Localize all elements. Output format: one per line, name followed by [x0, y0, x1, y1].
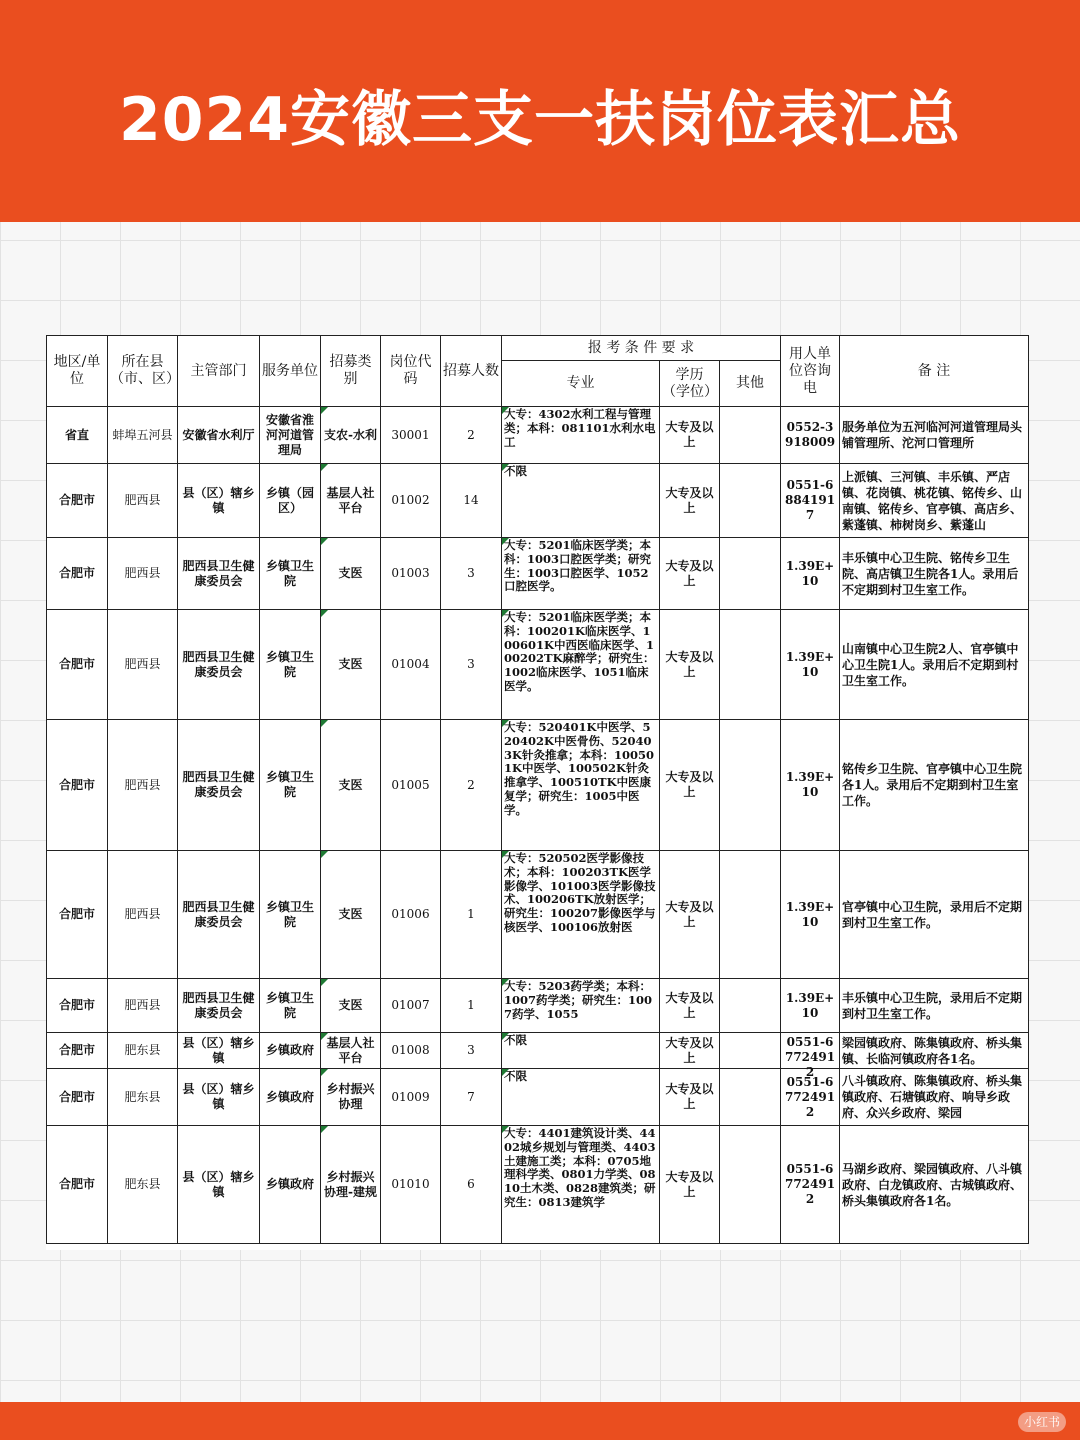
cell-education — [660, 1126, 720, 1244]
cell-post-code — [381, 610, 441, 720]
title-banner — [0, 0, 1080, 222]
cell-post-code-text: 01005 — [391, 777, 430, 792]
cell-count — [441, 851, 502, 979]
cell-count-text: 14 — [463, 493, 479, 507]
cell-other — [720, 1069, 781, 1126]
cell-major — [502, 538, 660, 610]
cell-count-text: 3 — [467, 1043, 475, 1057]
cell-major — [502, 720, 660, 851]
cell-department-text: 县（区）辖乡镇 — [182, 1169, 255, 1199]
cell-education-text: 大专及以上 — [665, 558, 714, 588]
cell-county — [108, 538, 178, 610]
cell-phone-text: 1.39E+10 — [785, 649, 835, 679]
cell-other — [720, 851, 781, 979]
cell-phone-text: 0551-67724912 — [784, 1074, 836, 1119]
header-other: 其他 — [720, 361, 781, 407]
cell-count-text: 3 — [467, 657, 475, 671]
cell-department — [178, 1069, 260, 1126]
cell-department-text: 安徽省水利厅 — [182, 427, 255, 442]
header-phone: 用人单位咨询电 — [781, 336, 840, 407]
cell-category-text: 基层人社平台 — [326, 1035, 375, 1065]
cell-phone-text: 0552-3918009 — [784, 420, 836, 449]
cell-remark — [840, 1069, 1029, 1126]
cell-department-text: 肥西县卫生健康委员会 — [182, 899, 255, 929]
cell-department-text: 县（区）辖乡镇 — [182, 485, 255, 515]
cell-education — [660, 720, 720, 851]
cell-phone — [781, 979, 840, 1033]
cell-other — [720, 464, 781, 538]
table-row — [47, 407, 1029, 464]
cell-department-text: 肥西县卫生健康委员会 — [182, 990, 255, 1020]
cell-category-text: 乡村振兴协理-建规 — [324, 1169, 377, 1199]
cell-major-text: 不限 — [504, 1069, 527, 1083]
cell-region — [47, 1069, 108, 1126]
cell-county — [108, 851, 178, 979]
cell-major — [502, 1033, 660, 1069]
cell-category-text: 支医 — [338, 907, 363, 921]
cell-category — [321, 851, 381, 979]
cell-category — [321, 407, 381, 464]
cell-county — [108, 979, 178, 1033]
cell-county — [108, 464, 178, 538]
cell-post-code — [381, 851, 441, 979]
cell-department — [178, 1126, 260, 1244]
cell-region-text: 合肥市 — [58, 1177, 95, 1191]
job-table-sheet — [46, 335, 1028, 1250]
cell-count-text: 1 — [467, 998, 475, 1012]
cell-remark-text: 丰乐镇中心卫生院，录用后不定期到村卫生室工作。 — [842, 990, 1023, 1021]
cell-phone — [781, 720, 840, 851]
cell-count — [441, 538, 502, 610]
cell-remark-text: 马湖乡政府、梁园镇政府、八斗镇政府、白龙镇政府、古城镇政府、桥头集镇政府各1名。 — [842, 1161, 1023, 1208]
cell-post-code-text: 01009 — [391, 1089, 430, 1104]
cell-service-unit — [260, 851, 321, 979]
cell-education — [660, 464, 720, 538]
cell-phone — [781, 538, 840, 610]
table-row — [47, 979, 1029, 1033]
cell-other — [720, 610, 781, 720]
cell-category-text: 支医 — [338, 566, 363, 580]
cell-region-text: 合肥市 — [58, 777, 95, 792]
cell-service-unit-text: 乡镇卫生院 — [265, 649, 314, 679]
cell-county-text: 肥西县 — [124, 907, 161, 921]
cell-remark-text: 服务单位为五河临河河道管理局头铺管理所、沱河口管理所 — [842, 420, 1023, 450]
cell-department-text: 肥西县卫生健康委员会 — [182, 649, 255, 679]
cell-major-text: 大专：4302水利工程与管理类；本科：081101水利水电工 — [504, 407, 656, 449]
cell-education — [660, 851, 720, 979]
cell-region-text: 合肥市 — [58, 1089, 95, 1104]
cell-category — [321, 720, 381, 851]
cell-post-code-text: 01010 — [391, 1177, 430, 1191]
cell-major-text: 不限 — [504, 464, 527, 478]
cell-other — [720, 979, 781, 1033]
header-county: 所在县（市、区） — [108, 336, 178, 407]
cell-county — [108, 1126, 178, 1244]
cell-remark — [840, 851, 1029, 979]
cell-region — [47, 851, 108, 979]
table-row — [47, 610, 1029, 720]
cell-education-text: 大专及以上 — [665, 899, 714, 929]
cell-education-text: 大专及以上 — [665, 1082, 714, 1111]
cell-education-text: 大专及以上 — [665, 990, 714, 1020]
cell-major — [502, 1069, 660, 1126]
cell-remark-text: 官亭镇中心卫生院，录用后不定期到村卫生室工作。 — [842, 899, 1023, 930]
cell-service-unit-text: 乡镇（园区） — [265, 485, 314, 515]
cell-department — [178, 407, 260, 464]
cell-major-text: 大专：520502医学影像技术；本科：100203TK医学影像学、101003医学影像技术、100206TK放射医学；研究生：100207影像医学与核医学、100106放射医 — [504, 851, 656, 934]
cell-county — [108, 720, 178, 851]
cell-remark — [840, 979, 1029, 1033]
cell-other — [720, 538, 781, 610]
cell-major — [502, 610, 660, 720]
cell-count — [441, 610, 502, 720]
cell-region — [47, 407, 108, 464]
cell-category-text: 支医 — [338, 777, 363, 792]
cell-category — [321, 464, 381, 538]
cell-post-code-text: 01006 — [391, 907, 430, 921]
cell-remark — [840, 1033, 1029, 1069]
cell-service-unit-text: 乡镇卫生院 — [265, 770, 314, 799]
cell-category — [321, 538, 381, 610]
cell-category-text: 支医 — [338, 657, 363, 671]
cell-major — [502, 407, 660, 464]
cell-education-text: 大专及以上 — [665, 420, 714, 449]
cell-count-text: 2 — [467, 427, 475, 442]
cell-post-code-text: 01003 — [391, 566, 430, 580]
cell-department — [178, 1033, 260, 1069]
table-row — [47, 1126, 1029, 1244]
cell-phone-text: 1.39E+10 — [785, 990, 835, 1020]
cell-county-text: 肥东县 — [124, 1089, 161, 1104]
cell-department — [178, 720, 260, 851]
cell-education — [660, 610, 720, 720]
cell-category-text: 支医 — [338, 998, 363, 1012]
cell-post-code — [381, 538, 441, 610]
cell-county-text: 肥东县 — [124, 1043, 161, 1057]
cell-count — [441, 464, 502, 538]
cell-region — [47, 464, 108, 538]
cell-count — [441, 720, 502, 851]
cell-department — [178, 538, 260, 610]
cell-department — [178, 610, 260, 720]
cell-category — [321, 1126, 381, 1244]
cell-major — [502, 1126, 660, 1244]
cell-service-unit-text: 乡镇政府 — [265, 1177, 314, 1191]
cell-region-text: 合肥市 — [58, 566, 95, 580]
cell-phone-text: 0551-67724912 — [784, 1162, 836, 1206]
cell-remark-text: 丰乐镇中心卫生院、铭传乡卫生院、高店镇卫生院各1人。录用后不定期到村卫生室工作。 — [842, 550, 1019, 597]
cell-post-code-text: 01004 — [391, 657, 430, 671]
cell-other — [720, 1126, 781, 1244]
header-service-unit: 服务单位 — [260, 336, 321, 407]
cell-category — [321, 610, 381, 720]
cell-post-code — [381, 464, 441, 538]
cell-region-text: 省直 — [64, 427, 89, 442]
cell-county — [108, 407, 178, 464]
cell-major-text: 大专：5201临床医学类；本科：100201K临床医学、100601K中西医临床医学、100202TK麻醉学；研究生：1002临床医学、1051临床医学。 — [504, 610, 655, 693]
cell-service-unit-text: 乡镇卫生院 — [265, 899, 314, 929]
cell-remark — [840, 610, 1029, 720]
table-row — [47, 538, 1029, 610]
table-row — [47, 464, 1029, 538]
cell-department — [178, 851, 260, 979]
cell-count-text: 1 — [467, 907, 475, 921]
cell-other — [720, 407, 781, 464]
cell-remark-text: 山南镇中心卫生院2人、官亭镇中心卫生院1人。录用后不定期到村卫生室工作。 — [842, 641, 1019, 688]
cell-service-unit-text: 乡镇政府 — [265, 1089, 314, 1104]
cell-count — [441, 979, 502, 1033]
cell-phone-text: 1.39E+10 — [785, 899, 835, 929]
table-row — [47, 851, 1029, 979]
cell-count-text: 3 — [467, 566, 475, 580]
cell-region — [47, 1126, 108, 1244]
cell-post-code — [381, 1069, 441, 1126]
cell-education — [660, 538, 720, 610]
cell-major-text: 大专：5203药学类；本科：1007药学类；研究生：1007药学、1055 — [504, 979, 653, 1021]
cell-county-text: 肥西县 — [124, 566, 161, 580]
cell-education-text: 大专及以上 — [665, 770, 714, 799]
header-major: 专业 — [502, 361, 660, 407]
cell-phone — [781, 851, 840, 979]
header-count: 招募人数 — [441, 336, 502, 407]
cell-education-text: 大专及以上 — [665, 649, 714, 679]
cell-remark-text: 梁园镇政府、陈集镇政府、桥头集镇、长临河镇政府各1名。 — [842, 1035, 1023, 1066]
cell-category-text: 支农-水利 — [324, 427, 377, 442]
header-department: 主管部门 — [178, 336, 260, 407]
cell-phone-text: 0551-68841917 — [784, 478, 836, 522]
cell-department-text: 肥西县卫生健康委员会 — [182, 558, 255, 588]
cell-post-code — [381, 407, 441, 464]
cell-remark — [840, 1126, 1029, 1244]
cell-major-text: 大专：4401建筑设计类、4402城乡规划与管理类、4403土建施工类；本科：0705地理科学类、0801力学类、0810土木类、0828建筑类；研究生：0813建筑学 — [504, 1126, 656, 1209]
table-body — [47, 407, 1029, 1244]
cell-service-unit-text: 乡镇卫生院 — [265, 558, 314, 588]
cell-phone-text: 1.39E+10 — [785, 770, 835, 799]
cell-county-text: 肥东县 — [124, 1177, 161, 1191]
cell-major-text: 大专：520401K中医学、520402K中医骨伤、520403K针灸推拿；本科：100501K中医学、100502K针灸推拿学、100510TK中医康复学；研究生：1005中医学。 — [504, 720, 655, 817]
cell-region-text: 合肥市 — [58, 493, 95, 507]
cell-county — [108, 1033, 178, 1069]
cell-post-code-text: 01007 — [391, 998, 430, 1012]
cell-region-text: 合肥市 — [58, 1043, 95, 1057]
cell-service-unit-text: 安徽省淮河河道管理局 — [265, 412, 314, 457]
cell-post-code-text: 30001 — [391, 427, 430, 442]
cell-phone — [781, 407, 840, 464]
cell-major — [502, 979, 660, 1033]
page-title: 2024安徽三支一扶岗位表汇总 — [119, 85, 961, 155]
cell-remark-text: 铭传乡卫生院、官亭镇中心卫生院各1人。录用后不定期到村卫生室工作。 — [842, 762, 1023, 808]
cell-remark — [840, 538, 1029, 610]
cell-count-text: 7 — [467, 1089, 475, 1104]
cell-county-text: 蚌埠五河县 — [112, 427, 173, 442]
watermark-badge: 小红书 — [1018, 1412, 1066, 1432]
header-post-code: 岗位代码 — [381, 336, 441, 407]
cell-service-unit-text: 乡镇政府 — [265, 1043, 314, 1057]
cell-region-text: 合肥市 — [58, 998, 95, 1012]
footer-bar — [0, 1402, 1080, 1440]
cell-county-text: 肥西县 — [124, 777, 161, 792]
cell-post-code-text: 01008 — [391, 1043, 430, 1057]
cell-post-code — [381, 979, 441, 1033]
cell-remark — [840, 720, 1029, 851]
cell-education-text: 大专及以上 — [665, 485, 714, 515]
cell-major-text: 大专：5201临床医学类；本科：1003口腔医学类；研究生：1003口腔医学、1052口腔医学。 — [504, 538, 652, 594]
table-row — [47, 720, 1029, 851]
cell-phone-text: 1.39E+10 — [785, 558, 835, 588]
cell-education — [660, 1069, 720, 1126]
cell-education-text: 大专及以上 — [665, 1035, 714, 1065]
cell-count — [441, 1033, 502, 1069]
cell-category — [321, 1033, 381, 1069]
cell-remark-text: 八斗镇政府、陈集镇政府、桥头集镇政府、石塘镇政府、响导乡政府、众兴乡政府、梁园 — [842, 1074, 1023, 1120]
cell-remark-text: 上派镇、三河镇、丰乐镇、严店镇、花岗镇、桃花镇、铭传乡、山南镇、铭传乡、官亭镇、高店乡、紫蓬镇、柿树岗乡、紫蓬山 — [842, 469, 1023, 532]
cell-major — [502, 851, 660, 979]
cell-service-unit — [260, 720, 321, 851]
cell-education-text: 大专及以上 — [665, 1169, 714, 1199]
cell-county — [108, 610, 178, 720]
cell-category-text: 乡村振兴协理 — [326, 1082, 375, 1111]
cell-county — [108, 1069, 178, 1126]
cell-remark — [840, 464, 1029, 538]
cell-service-unit — [260, 610, 321, 720]
cell-department-text: 县（区）辖乡镇 — [182, 1082, 255, 1111]
cell-region-text: 合肥市 — [58, 657, 95, 671]
cell-service-unit — [260, 1069, 321, 1126]
cell-department-text: 县（区）辖乡镇 — [182, 1035, 255, 1065]
cell-other — [720, 1033, 781, 1069]
cell-department-text: 肥西县卫生健康委员会 — [182, 770, 255, 799]
cell-phone-text: 0551-67724912 — [784, 1034, 836, 1079]
header-remark: 备 注 — [840, 336, 1029, 407]
cell-county-text: 肥西县 — [124, 493, 161, 507]
cell-service-unit-text: 乡镇卫生院 — [265, 990, 314, 1020]
cell-count-text: 2 — [467, 777, 475, 792]
cell-major-text: 不限 — [504, 1033, 527, 1047]
cell-service-unit — [260, 464, 321, 538]
cell-service-unit — [260, 1126, 321, 1244]
cell-count-text: 6 — [467, 1177, 475, 1191]
cell-education — [660, 1033, 720, 1069]
cell-count — [441, 1126, 502, 1244]
cell-post-code — [381, 1033, 441, 1069]
cell-phone — [781, 1126, 840, 1244]
header-region: 地区/单位 — [47, 336, 108, 407]
cell-count — [441, 1069, 502, 1126]
cell-service-unit — [260, 538, 321, 610]
header-education: 学历（学位） — [660, 361, 720, 407]
header-category: 招募类别 — [321, 336, 381, 407]
cell-service-unit — [260, 1033, 321, 1069]
cell-county-text: 肥西县 — [124, 998, 161, 1012]
cell-county-text: 肥西县 — [124, 657, 161, 671]
cell-region — [47, 720, 108, 851]
cell-category-text: 基层人社平台 — [326, 485, 375, 515]
cell-region — [47, 538, 108, 610]
cell-region — [47, 979, 108, 1033]
cell-phone — [781, 1033, 840, 1079]
cell-post-code-text: 01002 — [391, 493, 430, 507]
cell-category — [321, 979, 381, 1033]
cell-region — [47, 1033, 108, 1069]
cell-region — [47, 610, 108, 720]
cell-department — [178, 979, 260, 1033]
cell-major — [502, 464, 660, 538]
cell-education — [660, 979, 720, 1033]
cell-post-code — [381, 720, 441, 851]
cell-other — [720, 720, 781, 851]
cell-post-code — [381, 1126, 441, 1244]
cell-phone — [781, 464, 840, 538]
cell-department — [178, 464, 260, 538]
job-table — [46, 335, 1029, 1244]
table-row — [47, 1033, 1029, 1069]
header-requirements: 报 考 条 件 要 求 — [502, 336, 781, 361]
cell-education — [660, 407, 720, 464]
table-row — [47, 1069, 1029, 1126]
cell-remark — [840, 407, 1029, 464]
cell-count — [441, 407, 502, 464]
cell-service-unit — [260, 407, 321, 464]
cell-category — [321, 1069, 381, 1126]
cell-service-unit — [260, 979, 321, 1033]
cell-region-text: 合肥市 — [58, 907, 95, 921]
cell-phone — [781, 1069, 840, 1126]
cell-phone — [781, 610, 840, 720]
